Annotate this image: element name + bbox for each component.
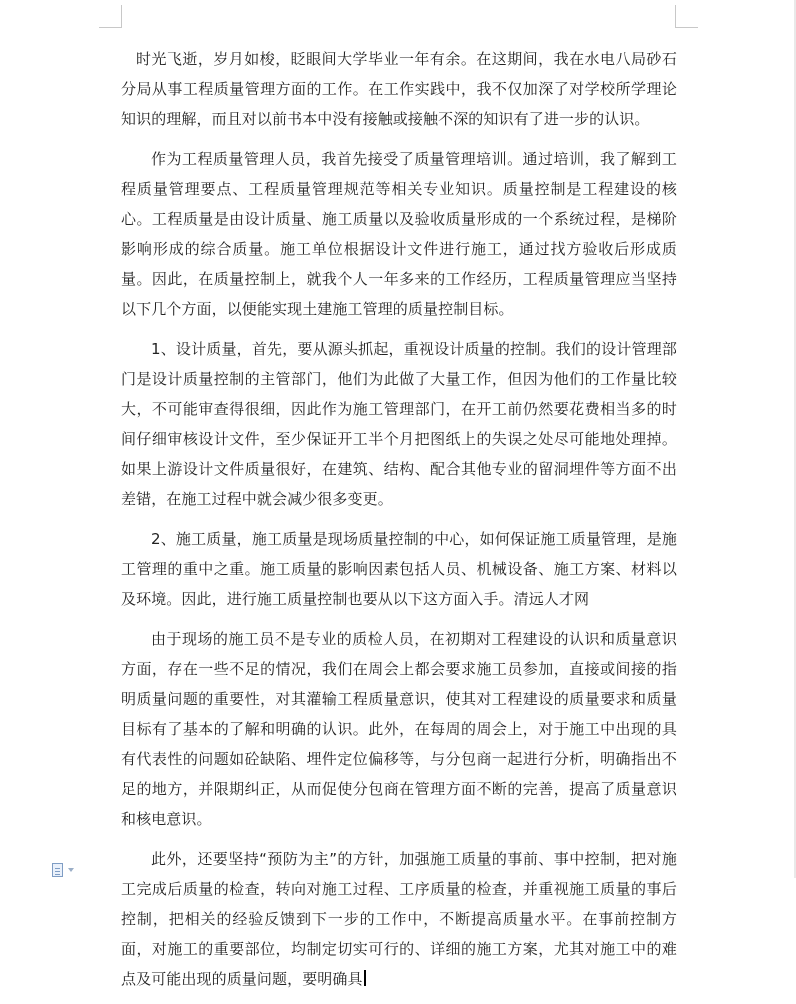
paragraph-6-text: 此外，还要坚持“预防为主”的方针，加强施工质量的事前、事中控制，把对施工完成后质量的检查，转向对施工过程、工序质量的检查，并重视施工质量的事后控制，把相关的经验反馈到下一步的工作中，不断提高质量水平。在事前控制方面，对施工的重要部位，均制定切实可行的、详细的施工方案，尤其对施工中的难点及可能出现的质量问题，要明确具 — [121, 850, 677, 988]
crop-mark-top-left — [99, 5, 122, 28]
chevron-down-icon — [68, 868, 74, 872]
text-cursor — [364, 970, 366, 986]
crop-mark-top-right — [675, 5, 698, 28]
paragraph-3[interactable]: 1、设计质量，首先，要从源头抓起，重视设计质量的控制。我们的设计管理部门是设计质量控制的主管部门，他们为此做了大量工作，但因为他们的工作量比较大，不可能审查得很细，因此作为施工管理部门，在开工前仍然要花费相当多的时间仔细审核设计文件，至少保证开工半个月把图纸上的失误之处尽可能地处理掉。如果上游设计文件质量很好，在建筑、结构、配合其他专业的留洞埋件等方面不出差错，在施工过程中就会减少很多变更。 — [121, 340, 677, 508]
paragraph-6[interactable] — [121, 844, 677, 994]
document-body[interactable] — [121, 44, 677, 1004]
paragraph-4[interactable]: 2、施工质量，施工质量是现场质量控制的中心，如何保证施工质量管理，是施工管理的重中之重。施工质量的影响因素包括人员、机械设备、施工方案、材料以及环境。因此，进行施工质量控制也要从以下这方面入手。清远人才网 — [121, 530, 677, 608]
document-tool-button[interactable] — [52, 861, 84, 878]
paragraph-5[interactable]: 由于现场的施工员不是专业的质检人员，在初期对工程建设的认识和质量意识方面，存在一些不足的情况，我们在周会上都会要求施工员参加，直接或间接的指明质量问题的重要性，对其灌输工程质量意识，使其对工程建设的质量要求和质量目标有了基本的了解和明确的认识。此外，在每周的周会上，对于施工中出现的具有代表性的问题如砼缺陷、埋件定位偏移等，与分包商一起进行分析，明确指出不足的地方，并限期纠正，从而促使分包商在管理方面不断的完善，提高了质量意识和核电意识。 — [121, 630, 677, 828]
paragraph-2[interactable]: 作为工程质量管理人员，我首先接受了质量管理培训。通过培训，我了解到工程质量管理要点、工程质量管理规范等相关专业知识。质量控制是工程建设的核心。工程质量是由设计质量、施工质量以及验收质量形成的一个系统过程，是梯阶影响形成的综合质量。施工单位根据设计文件进行施工，通过找方验收后形成质量。因此，在质量控制上，就我个人一年多来的工作经历，工程质量管理应当坚持以下几个方面，以便能实现土建施工管理的质量控制目标。 — [121, 150, 677, 318]
paragraph-1[interactable]: 时光飞逝，岁月如梭，眨眼间大学毕业一年有余。在这期间，我在水电八局砂石分局从事工程质量管理方面的工作。在工作实践中，我不仅加深了对学校所学理论知识的理解，而且对以前书本中没有接触或接触不深的知识有了进一步的认识。 — [121, 50, 677, 128]
document-icon — [52, 863, 63, 877]
